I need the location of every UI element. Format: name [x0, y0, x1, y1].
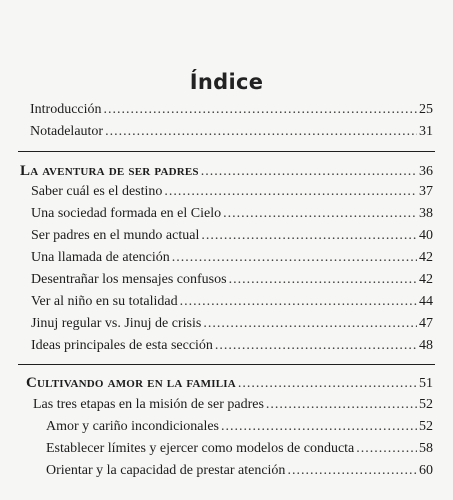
toc-entry — [31, 225, 433, 247]
page-title: Índice — [189, 70, 264, 94]
dot-leader — [164, 181, 417, 203]
toc-entry — [31, 203, 433, 225]
toc-page-number: 52 — [419, 397, 433, 412]
toc-page-number: 44 — [419, 294, 433, 309]
toc-entry-label: Establecer límites y ejercer como modelos de conducta — [46, 441, 355, 456]
toc-page-number: 25 — [419, 102, 433, 117]
toc-entry — [0, 394, 453, 416]
toc-page-number: 60 — [419, 463, 433, 478]
toc-entry — [31, 291, 433, 313]
dot-leader — [215, 335, 417, 357]
toc-entry-label: Jinuj regular vs. Jinuj de crisis — [31, 316, 202, 331]
toc-entry-label: Ideas principales de esta sección — [31, 338, 213, 353]
section-divider — [18, 151, 435, 152]
toc-entry-label: Las tres etapas en la misión de ser padres — [33, 397, 264, 412]
toc-entry-label: Introducción — [30, 102, 102, 117]
dot-leader — [229, 269, 417, 291]
toc-page-number: 52 — [419, 419, 433, 434]
toc-entry — [46, 460, 433, 482]
section-title: Cultivando amor en la familia — [26, 375, 236, 391]
toc-entry-label: Saber cuál es el destino — [31, 184, 163, 199]
toc-entry-label: Ver al niño en su totalidad — [31, 294, 178, 309]
toc-entry — [30, 121, 433, 143]
toc-page-number: 37 — [419, 184, 433, 199]
toc-entry-nota-del-autor — [0, 121, 453, 143]
dot-leader — [104, 99, 417, 121]
toc-entry — [0, 247, 453, 269]
toc-entry — [46, 416, 433, 438]
dot-leader — [180, 291, 417, 313]
toc-page-number: 58 — [419, 441, 433, 456]
toc-entry-label: Ser padres en el mundo actual — [31, 228, 200, 243]
toc-entry — [31, 269, 433, 291]
dot-leader — [356, 438, 417, 460]
toc-page-number: 40 — [419, 228, 433, 243]
toc-entry-label: Una llamada de atención — [31, 250, 170, 265]
dot-leader — [223, 203, 417, 225]
toc-page-number: 36 — [419, 164, 433, 179]
section-divider — [18, 364, 435, 365]
toc-entry — [31, 247, 433, 269]
toc-entry — [33, 394, 433, 416]
toc-entry-label: Notadelautor — [30, 124, 104, 139]
toc-entry — [0, 291, 453, 313]
toc-entry — [0, 181, 453, 203]
toc-entry — [0, 438, 453, 460]
toc-page-number: 42 — [419, 272, 433, 287]
toc-entry — [0, 225, 453, 247]
toc-entry — [26, 372, 433, 395]
toc-entry-label: Una sociedad formada en el Cielo — [31, 206, 222, 221]
toc-page-number: 48 — [419, 338, 433, 353]
dot-leader — [287, 460, 417, 482]
dot-leader — [221, 416, 417, 438]
dot-leader — [201, 161, 417, 183]
toc-entry — [30, 99, 433, 121]
toc-entry — [46, 438, 433, 460]
toc-entry — [20, 160, 433, 183]
toc-entry — [0, 203, 453, 225]
toc-page-number: 42 — [419, 250, 433, 265]
toc-page-number: 51 — [419, 376, 433, 391]
dot-leader — [105, 121, 417, 143]
dot-leader — [203, 313, 417, 335]
dot-leader — [238, 373, 417, 395]
toc-entry — [0, 460, 453, 482]
toc-entry — [31, 313, 433, 335]
toc-entry-label: Amor y cariño incondicionales — [46, 419, 220, 434]
toc-entry-label: Desentrañar los mensajes confusos — [31, 272, 227, 287]
dot-leader — [172, 247, 417, 269]
section-title: La aventura de ser padres — [20, 163, 199, 179]
toc-entry — [31, 181, 433, 203]
toc-entry — [0, 335, 453, 357]
toc-entry-introduccion — [0, 99, 453, 121]
toc-page-number: 31 — [419, 124, 433, 139]
toc-page-number: 47 — [419, 316, 433, 331]
toc-entry — [0, 313, 453, 335]
dot-leader — [201, 225, 417, 247]
toc-section-heading — [0, 160, 453, 182]
dot-leader — [266, 394, 417, 416]
toc-entry-label: Orientar y la capacidad de prestar atención — [46, 463, 286, 478]
toc-page-number: 38 — [419, 206, 433, 221]
toc-entry — [0, 269, 453, 291]
toc-section-heading — [0, 372, 453, 394]
toc-entry — [0, 416, 453, 438]
toc-entry — [31, 335, 433, 357]
